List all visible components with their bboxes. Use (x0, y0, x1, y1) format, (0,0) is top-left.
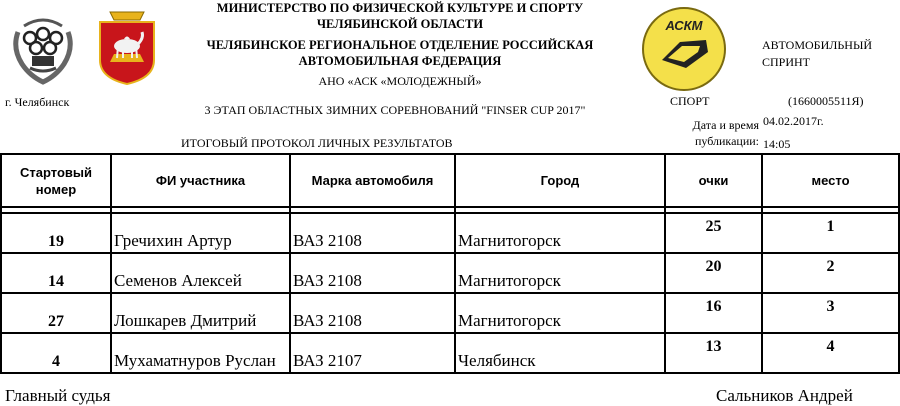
participant-name: Мухаматнуров Руслан (111, 333, 290, 373)
table-row (1, 333, 899, 373)
publication-time: 14:05 (763, 137, 791, 151)
city: Магнитогорск (455, 213, 665, 253)
chief-judge-name: Сальников Андрей (716, 386, 853, 405)
sport-label: СПОРТ (670, 94, 710, 108)
discipline-line-2: СПРИНТ (762, 55, 811, 69)
points: 20 (665, 253, 762, 293)
participant-name: Лошкарев Дмитрий (111, 293, 290, 333)
city-label: г. Челябинск (5, 95, 70, 109)
start-number: 4 (1, 333, 111, 373)
date-label-line-1: Дата и время (692, 118, 759, 132)
table-row (1, 253, 899, 293)
regional-coat-of-arms-icon (96, 10, 158, 86)
ministry-emblem-icon (10, 12, 76, 86)
event-title: 3 ЭТАП ОБЛАСТНЫХ ЗИМНИХ СОРЕВНОВАНИЙ "FINSER CUP 2017" (204, 103, 586, 117)
ministry-line-1: МИНИСТЕРСТВО ПО ФИЗИЧЕСКОЙ КУЛЬТУРЕ И СПОРТУ (216, 1, 584, 15)
table-header-row (1, 154, 899, 207)
discipline-line-1: АВТОМОБИЛЬНЫЙ (762, 38, 873, 52)
column-header-participant: ФИ участника (111, 154, 290, 207)
participant-name: Семенов Алексей (111, 253, 290, 293)
column-header-car: Марка автомобиля (290, 154, 455, 207)
table-row (1, 293, 899, 333)
place: 1 (762, 213, 899, 253)
place: 4 (762, 333, 899, 373)
place: 3 (762, 293, 899, 333)
club-logo-icon (636, 6, 732, 92)
car-model: ВАЗ 2108 (290, 253, 455, 293)
results-table (0, 153, 900, 374)
federation-line-1: ЧЕЛЯБИНСКОЕ РЕГИОНАЛЬНОЕ ОТДЕЛЕНИЕ РОССИЙСКАЯ (206, 38, 594, 52)
start-number: 19 (1, 213, 111, 253)
car-model: ВАЗ 2108 (290, 213, 455, 253)
column-header-points: очки (665, 154, 762, 207)
date-label-line-2: публикации: (694, 134, 759, 148)
car-model: ВАЗ 2107 (290, 333, 455, 373)
column-header-start-number: Стартовый номер (1, 154, 111, 207)
federation-line-2: АВТОМОБИЛЬНАЯ ФЕДЕРАЦИЯ (298, 54, 502, 68)
city: Магнитогорск (455, 253, 665, 293)
club-logo-text: АСКМ (665, 18, 703, 33)
city: Челябинск (455, 333, 665, 373)
participant-name: Гречихин Артур (111, 213, 290, 253)
points: 16 (665, 293, 762, 333)
start-number: 14 (1, 253, 111, 293)
sport-code: (1660005511Я) (788, 94, 864, 108)
points: 13 (665, 333, 762, 373)
column-header-city: Город (455, 154, 665, 207)
points: 25 (665, 213, 762, 253)
table-row (1, 213, 899, 253)
protocol-title: ИТОГОВЫЙ ПРОТОКОЛ ЛИЧНЫХ РЕЗУЛЬТАТОВ (181, 136, 453, 150)
column-header-place: место (762, 154, 899, 207)
publication-date: 04.02.2017г. (763, 114, 824, 128)
city: Магнитогорск (455, 293, 665, 333)
chief-judge-label: Главный судья (5, 386, 111, 405)
ministry-line-2: ЧЕЛЯБИНСКОЙ ОБЛАСТИ (316, 17, 484, 31)
start-number: 27 (1, 293, 111, 333)
car-model: ВАЗ 2108 (290, 293, 455, 333)
organizer: АНО «АСК «МОЛОДЕЖНЫЙ» (318, 74, 482, 88)
place: 2 (762, 253, 899, 293)
